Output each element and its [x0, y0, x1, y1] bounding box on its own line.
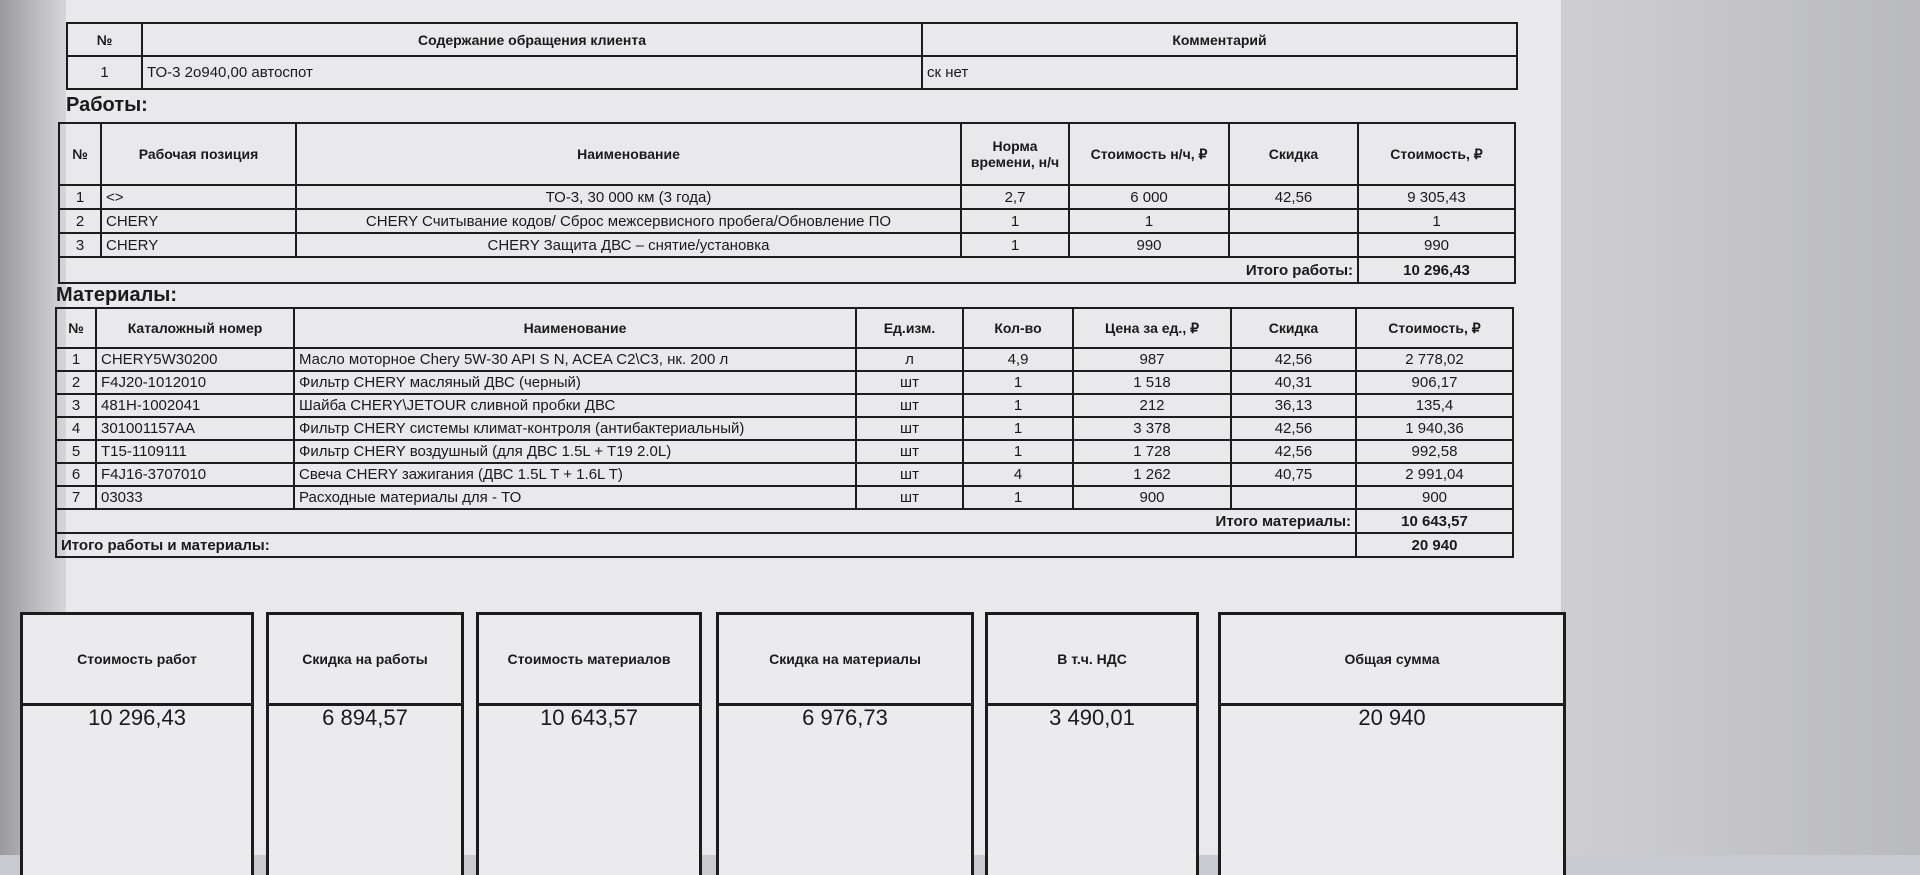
table-cell: CHERY Считывание кодов/ Сброс межсервисного пробега/Обновление ПО [296, 209, 961, 233]
summary-label: В т.ч. НДС [988, 615, 1196, 706]
summary-grand-total [1218, 612, 1566, 875]
table-cell: 42,56 [1231, 348, 1356, 371]
table-cell: 1 [961, 209, 1069, 233]
materials-header: Наименование [294, 308, 856, 348]
table-row [56, 417, 1513, 440]
materials-total: 10 643,57 [1356, 509, 1513, 533]
table-cell: F4J20-1012010 [96, 371, 294, 394]
table-cell: 42,56 [1231, 417, 1356, 440]
table-cell: 900 [1073, 486, 1231, 509]
table-cell: 3 [56, 394, 96, 417]
table-cell: 4,9 [963, 348, 1073, 371]
table-cell: 987 [1073, 348, 1231, 371]
table-row [56, 371, 1513, 394]
summary-label: Общая сумма [1221, 615, 1563, 706]
works-title: Работы: [66, 94, 148, 116]
background-right [1561, 0, 1920, 855]
materials-header: Скидка [1231, 308, 1356, 348]
table-row [59, 185, 1515, 209]
summary-value: 20 940 [1358, 705, 1426, 730]
summary-label: Стоимость работ [23, 615, 251, 706]
table-cell: 2,7 [961, 185, 1069, 209]
header-comment: Комментарий [922, 23, 1517, 56]
table-cell: CHERY [101, 233, 296, 257]
materials-header: Стоимость, ₽ [1356, 308, 1513, 348]
materials-header: Цена за ед., ₽ [1073, 308, 1231, 348]
table-cell: 1 [1069, 209, 1229, 233]
table-cell: 990 [1069, 233, 1229, 257]
table-row [56, 486, 1513, 509]
table-cell [1231, 486, 1356, 509]
table-cell: 1 [56, 348, 96, 371]
table-cell: 990 [1358, 233, 1515, 257]
table-cell: Масло моторное Chery 5W-30 API S N, ACEA C2\C3, нк. 200 л [294, 348, 856, 371]
table-row [56, 440, 1513, 463]
grand-total-label: Итого работы и материалы: [56, 533, 1356, 557]
table-cell: 2 778,02 [1356, 348, 1513, 371]
table-cell: 1 [963, 371, 1073, 394]
table-cell: 1 [59, 185, 101, 209]
table-cell: 135,4 [1356, 394, 1513, 417]
table-cell: 2 991,04 [1356, 463, 1513, 486]
table-cell: Шайба CHERY\JETOUR сливной пробки ДВС [294, 394, 856, 417]
request-table [66, 22, 1518, 90]
materials-header: Кол-во [963, 308, 1073, 348]
table-cell: 1 [963, 486, 1073, 509]
table-cell: T15-1109111 [96, 440, 294, 463]
table-cell: Фильтр CHERY системы климат-контроля (антибактериальный) [294, 417, 856, 440]
table-cell: 36,13 [1231, 394, 1356, 417]
works-header: Скидка [1229, 123, 1358, 185]
table-cell: 4 [963, 463, 1073, 486]
summary-label: Скидка на материалы [719, 615, 971, 706]
request-no: 1 [67, 56, 142, 89]
table-cell: 42,56 [1231, 440, 1356, 463]
table-cell: F4J16-3707010 [96, 463, 294, 486]
works-header: № [59, 123, 101, 185]
table-cell: <> [101, 185, 296, 209]
summary-value: 3 490,01 [1049, 705, 1135, 730]
request-comment: ск нет [922, 56, 1517, 89]
summary-materials-cost [476, 612, 702, 875]
summary-value: 6 976,73 [802, 705, 888, 730]
works-total: 10 296,43 [1358, 257, 1515, 283]
summary-value: 10 296,43 [88, 705, 186, 730]
table-cell: 1 [963, 417, 1073, 440]
table-cell: шт [856, 371, 963, 394]
table-cell: 1 728 [1073, 440, 1231, 463]
table-cell: 3 [59, 233, 101, 257]
materials-total-label: Итого материалы: [56, 509, 1356, 533]
table-cell: 992,58 [1356, 440, 1513, 463]
materials-table [55, 307, 1514, 558]
table-cell: 42,56 [1229, 185, 1358, 209]
table-cell: CHERY Защита ДВС – снятие/установка [296, 233, 961, 257]
table-cell: 6 [56, 463, 96, 486]
table-cell: 906,17 [1356, 371, 1513, 394]
works-table [58, 122, 1516, 284]
works-header: Рабочая позиция [101, 123, 296, 185]
header-content: Содержание обращения клиента [142, 23, 922, 56]
table-cell: 1 [961, 233, 1069, 257]
works-header: Норма времени, н/ч [961, 123, 1069, 185]
table-cell: шт [856, 417, 963, 440]
summary-value: 10 643,57 [540, 705, 638, 730]
table-row [56, 463, 1513, 486]
table-cell: 40,75 [1231, 463, 1356, 486]
table-row [56, 394, 1513, 417]
table-cell: л [856, 348, 963, 371]
table-cell: 1 940,36 [1356, 417, 1513, 440]
table-cell: шт [856, 440, 963, 463]
table-cell: Фильтр CHERY масляный ДВС (черный) [294, 371, 856, 394]
works-header: Стоимость н/ч, ₽ [1069, 123, 1229, 185]
table-cell: 2 [56, 371, 96, 394]
table-cell: шт [856, 394, 963, 417]
table-cell: 5 [56, 440, 96, 463]
header-no: № [67, 23, 142, 56]
table-cell: шт [856, 486, 963, 509]
table-cell: 4 [56, 417, 96, 440]
table-cell: 1 518 [1073, 371, 1231, 394]
summary-materials-discount [716, 612, 974, 875]
table-cell [1229, 209, 1358, 233]
table-cell: 301001157AA [96, 417, 294, 440]
table-cell: CHERY [101, 209, 296, 233]
table-row [59, 209, 1515, 233]
table-cell: 481H-1002041 [96, 394, 294, 417]
table-cell: 900 [1356, 486, 1513, 509]
table-cell: 6 000 [1069, 185, 1229, 209]
works-header: Наименование [296, 123, 961, 185]
table-cell: 1 [963, 394, 1073, 417]
works-header: Стоимость, ₽ [1358, 123, 1515, 185]
table-cell: 212 [1073, 394, 1231, 417]
table-cell: 03033 [96, 486, 294, 509]
table-cell [1229, 233, 1358, 257]
request-content: ТО-3 2о940,00 автоспот [142, 56, 922, 89]
summary-label: Скидка на работы [269, 615, 461, 706]
summary-labor-cost [20, 612, 254, 875]
table-cell: 3 378 [1073, 417, 1231, 440]
table-cell: CHERY5W30200 [96, 348, 294, 371]
summary-vat [985, 612, 1199, 875]
table-cell: 9 305,43 [1358, 185, 1515, 209]
summary-value: 6 894,57 [322, 705, 408, 730]
grand-total: 20 940 [1356, 533, 1513, 557]
table-row [59, 233, 1515, 257]
summary-label: Стоимость материалов [479, 615, 699, 706]
table-cell: 2 [59, 209, 101, 233]
table-cell: 7 [56, 486, 96, 509]
table-cell: Фильтр CHERY воздушный (для ДВС 1.5L + T19 2.0L) [294, 440, 856, 463]
table-cell: Расходные материалы для - ТО [294, 486, 856, 509]
table-cell: 1 [1358, 209, 1515, 233]
materials-header: Ед.изм. [856, 308, 963, 348]
table-cell: 1 262 [1073, 463, 1231, 486]
works-total-label: Итого работы: [59, 257, 1358, 283]
materials-header: Каталожный номер [96, 308, 294, 348]
table-cell: 40,31 [1231, 371, 1356, 394]
table-cell: ТО-3, 30 000 км (3 года) [296, 185, 961, 209]
table-cell: 1 [963, 440, 1073, 463]
materials-title: Материалы: [56, 284, 178, 306]
table-cell: шт [856, 463, 963, 486]
table-row [56, 348, 1513, 371]
summary-labor-discount [266, 612, 464, 875]
table-cell: Свеча CHERY зажигания (ДВС 1.5L T + 1.6L T) [294, 463, 856, 486]
materials-header: № [56, 308, 96, 348]
